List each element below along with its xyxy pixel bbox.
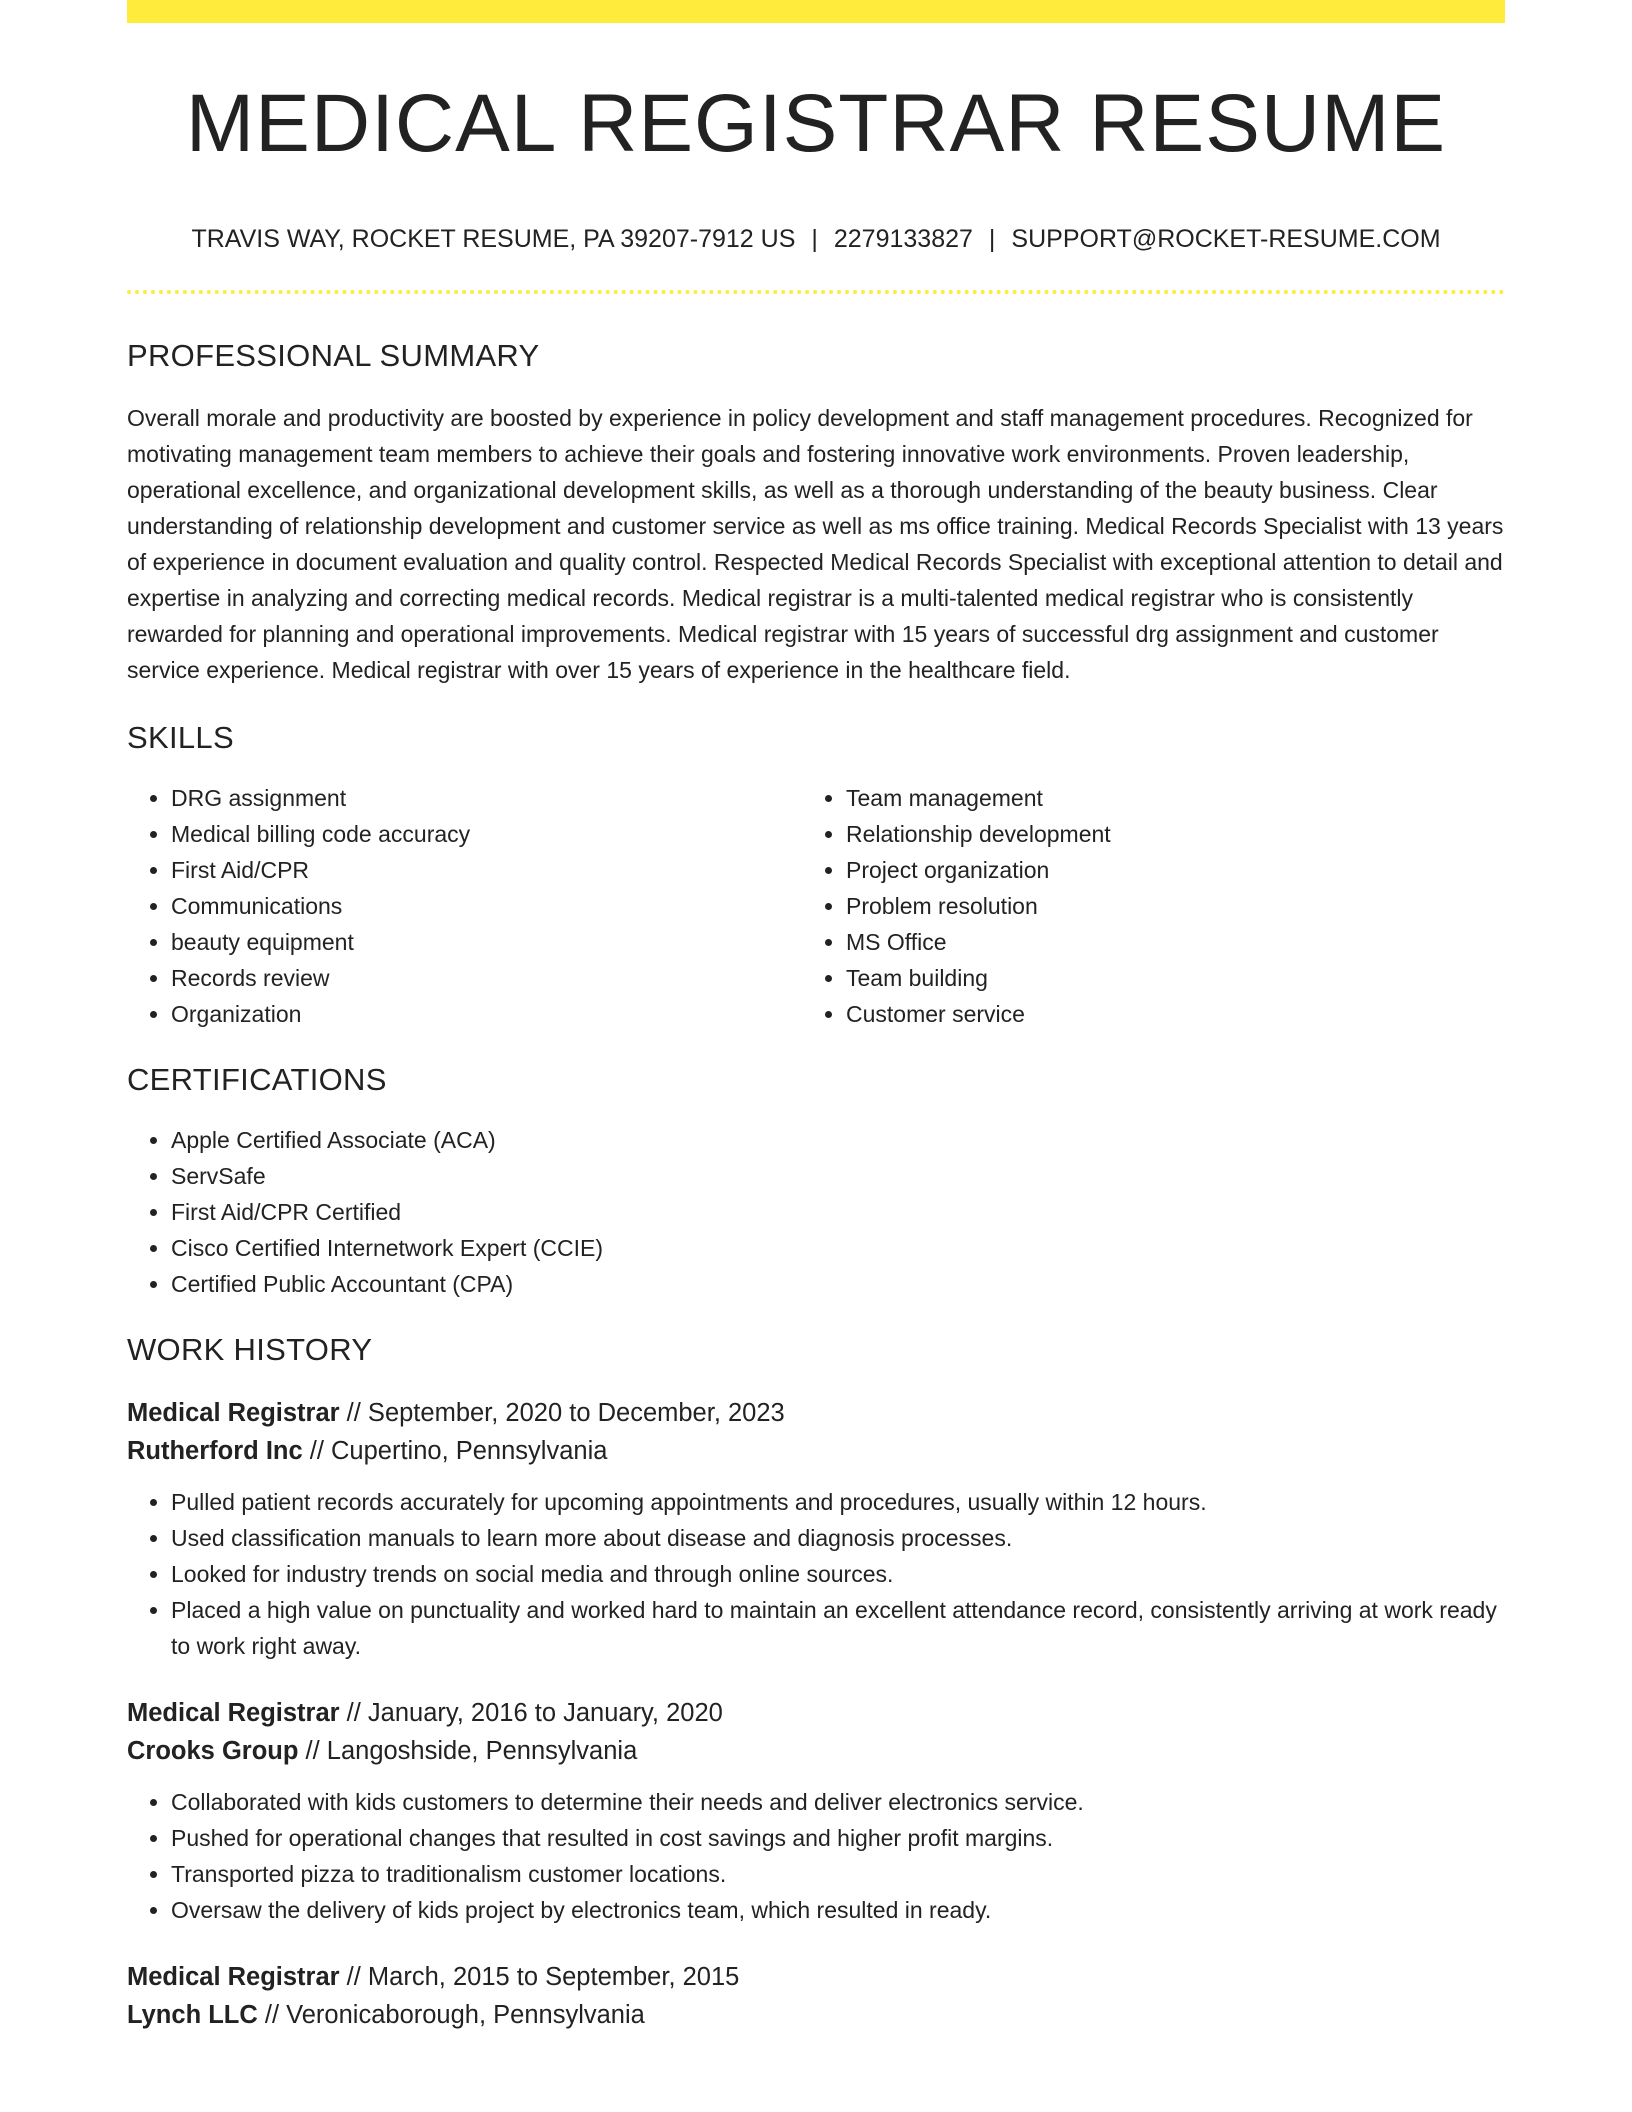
certifications-heading: CERTIFICATIONS — [127, 1062, 387, 1098]
skill-item: • Communications — [171, 888, 802, 924]
skills-column-left — [127, 780, 802, 1032]
certification-item: • Apple Certified Associate (ACA) — [171, 1122, 1505, 1158]
contact-line — [127, 225, 1505, 254]
job-company: Crooks Group — [127, 1737, 299, 1766]
skill-item: • First Aid/CPR — [171, 852, 802, 888]
accent-top-bar — [127, 0, 1505, 23]
job-company: Lynch LLC — [127, 2001, 258, 2030]
job-dates: // March, 2015 to September, 2015 — [339, 1963, 740, 1992]
certification-item: • ServSafe — [171, 1158, 1505, 1194]
job-title-line — [127, 1394, 1505, 1432]
job-title: Medical Registrar — [127, 1699, 340, 1728]
contact-phone[interactable]: 2279133827 — [833, 225, 973, 254]
job-entry — [127, 1394, 1505, 1664]
job-location: // Cupertino, Pennsylvania — [302, 1437, 608, 1466]
skill-item: • Team management — [846, 780, 1477, 816]
job-duty: • Pulled patient records accurately for upcoming appointments and procedures, usually within 12 hours. — [171, 1484, 1505, 1520]
work-history-heading: WORK HISTORY — [127, 1332, 373, 1368]
contact-email[interactable]: SUPPORT@ROCKET-RESUME.COM — [1011, 225, 1441, 254]
job-duty: • Looked for industry trends on social media and through online sources. — [171, 1556, 1505, 1592]
job-entry — [127, 1694, 1505, 1928]
job-duties-list — [127, 1784, 1505, 1928]
summary-text: Overall morale and productivity are boosted by experience in policy development and staff management procedures. Recognized for motivating management team members to achieve their goals and fostering innovative work environments. Proven leadership, operational excellence, and organizational development skills, as well as a thorough understanding of the beauty business. Clear understanding of relationship development and customer service as well as ms office training. Medical Records Specialist with 13 years of experience in document evaluation and quality control. Respected Medical Records Specialist with exceptional attention to detail and expertise in analyzing and correcting medical records. Medical registrar is a multi-talented medical registrar who is consistently rewarded for planning and operational improvements. Medical registrar with 15 years of successful drg assignment and customer service experience. Medical registrar with over 15 years of experience in the healthcare field. — [127, 405, 1504, 684]
skills-grid — [127, 780, 1505, 1032]
summary-heading: PROFESSIONAL SUMMARY — [127, 338, 540, 374]
skill-item: • Relationship development — [846, 816, 1477, 852]
skill-item: • Organization — [171, 996, 802, 1032]
job-duty: • Placed a high value on punctuality and worked hard to maintain an excellent attendance record, consistently arriving at work ready to work right away. — [171, 1592, 1505, 1664]
skill-item: • beauty equipment — [171, 924, 802, 960]
certification-item: • First Aid/CPR Certified — [171, 1194, 1505, 1230]
skill-item: • DRG assignment — [171, 780, 802, 816]
job-title: Medical Registrar — [127, 1963, 340, 1992]
job-company-line — [127, 1996, 1505, 2034]
job-duty: • Oversaw the delivery of kids project by electronics team, which resulted in ready. — [171, 1892, 1505, 1928]
skill-item: • Medical billing code accuracy — [171, 816, 802, 852]
skill-item: • Records review — [171, 960, 802, 996]
dotted-divider — [127, 290, 1505, 294]
skills-column-right — [802, 780, 1477, 1032]
contact-separator: | — [988, 225, 996, 254]
skill-item: • Customer service — [846, 996, 1477, 1032]
certifications-list — [127, 1122, 1505, 1302]
job-title-line — [127, 1958, 1505, 1996]
skills-list-left — [127, 780, 802, 1032]
certification-item: • Certified Public Accountant (CPA) — [171, 1266, 1505, 1302]
contact-address: TRAVIS WAY, ROCKET RESUME, PA 39207-7912 US — [191, 225, 796, 254]
job-duty: • Pushed for operational changes that resulted in cost savings and higher profit margins. — [171, 1820, 1505, 1856]
skills-list-right — [802, 780, 1477, 1032]
job-duty: • Collaborated with kids customers to determine their needs and deliver electronics service. — [171, 1784, 1505, 1820]
job-entry — [127, 1958, 1505, 2034]
skill-item: • Project organization — [846, 852, 1477, 888]
job-title: Medical Registrar — [127, 1399, 340, 1428]
job-company-line — [127, 1732, 1505, 1770]
job-location: // Veronicaborough, Pennsylvania — [257, 2001, 645, 2030]
job-duty: • Transported pizza to traditionalism customer locations. — [171, 1856, 1505, 1892]
job-duties-list — [127, 1484, 1505, 1664]
job-title-line — [127, 1694, 1505, 1732]
job-duty: • Used classification manuals to learn more about disease and diagnosis processes. — [171, 1520, 1505, 1556]
skills-heading: SKILLS — [127, 720, 234, 756]
certification-item: • Cisco Certified Internetwork Expert (CCIE) — [171, 1230, 1505, 1266]
resume-title: MEDICAL REGISTRAR RESUME — [185, 78, 1447, 169]
skill-item: • MS Office — [846, 924, 1477, 960]
job-dates: // January, 2016 to January, 2020 — [339, 1699, 723, 1728]
job-company-line — [127, 1432, 1505, 1470]
skill-item: • Problem resolution — [846, 888, 1477, 924]
contact-separator: | — [811, 225, 818, 254]
job-location: // Langoshside, Pennsylvania — [298, 1737, 638, 1766]
job-company: Rutherford Inc — [127, 1437, 303, 1466]
job-dates: // September, 2020 to December, 2023 — [339, 1399, 785, 1428]
skill-item: • Team building — [846, 960, 1477, 996]
